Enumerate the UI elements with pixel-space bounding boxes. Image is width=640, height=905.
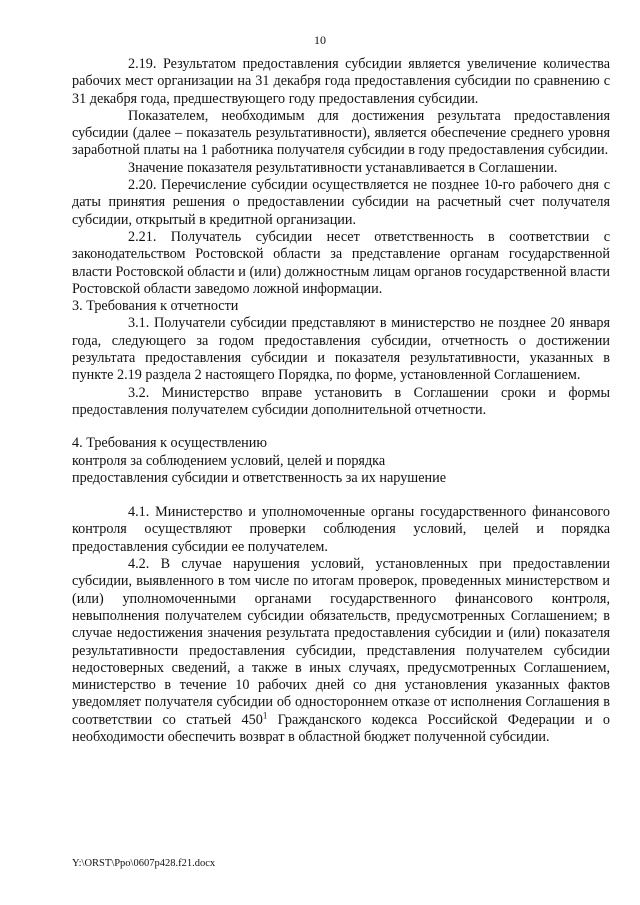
paragraph-4-1: 4.1. Министерство и уполномоченные органы государственного финансового контроля осуществляют проверки соблюдения условий, целей и порядка предоставления субсидии ее получателем. xyxy=(72,504,610,555)
paragraph-3-2: 3.2. Министерство вправе установить в Соглашении сроки и формы предоставления получателем субсидии дополнительной отчетности. xyxy=(72,384,610,418)
paragraph-2-21: 2.21. Получатель субсидии несет ответственность в соответствии с законодательством Ростовской области за представление органам государственной власти Ростовской области и (или) должностным лицам органов государственной власти Ростовской области заведомо ложной информации. xyxy=(72,228,610,297)
paragraph-4-2-text: 4.2. В случае нарушения условий, установленных при предоставлении субсидии, выявленного в том числе по итогам проверок, проведенных министерством и (или) уполномоченными органами государственного финансового контроля, невыполнения получателем субсидии обязательств, предусмотренных Соглашением; в случае недостижения значения результата предоставления субсидии и (или) показателя результативности предоставления субсидии, представления получателем субсидии недостоверных сведений, а также в иных случаях, предусмотренных Соглашением, министерство в течение 10 рабочих дней со дня установления указанных фактов уведомляет получателя субсидии об одностороннем отказе от исполнения Соглашения в соответствии со статьей 450 xyxy=(72,556,610,728)
paragraph-2-19: 2.19. Результатом предоставления субсидии является увеличение количества рабочих мест организации на 31 декабря года предоставления субсидии по сравнению с 31 декабря года, предшествующего году предоставления субсидии. xyxy=(72,56,610,107)
paragraph-indicator: Показателем, необходимым для достижения результата предоставления субсидии (далее – показатель результативности), является обеспечение среднего уровня заработной платы на 1 работника получателя субсидии в году предоставления субсидии. xyxy=(72,107,610,159)
section-4-heading-line-2: контроля за соблюдением условий, целей и порядка xyxy=(72,452,386,469)
paragraph-4-2-text-end: Гражданского кодекса Российской Федерации и о необходимости обеспечить возврат в областной бюджет полученной субсидии. xyxy=(72,711,610,745)
section-3-heading: 3. Требования к отчетности xyxy=(72,298,239,315)
section-4-heading xyxy=(72,435,610,487)
article-superscript: 1 xyxy=(262,709,268,720)
section-4-heading-line-1: 4. Требования к осуществлению xyxy=(72,435,267,452)
paragraph-3-1: 3.1. Получатели субсидии представляют в министерство не позднее 20 января года, следующего за годом предоставления субсидии, отчетность о достижении результата предоставления субсидии и показателя результативности, указанных в пункте 2.19 раздела 2 настоящего Порядка, по форме, установленной Соглашением. xyxy=(72,315,610,384)
footer-file-path: Y:\ORST\Ppo\0607p428.f21.docx xyxy=(72,858,216,869)
paragraph-indicator-value: Значение показателя результативности устанавливается в Соглашении. xyxy=(128,159,558,176)
section-4-heading-line-3: предоставления субсидии и ответственность за их нарушение xyxy=(72,469,447,486)
paragraph-2-20: 2.20. Перечисление субсидии осуществляется не позднее 10-го рабочего дня с даты принятия решения о предоставлении субсидии на расчетный счет получателя субсидии, открытый в кредитной организации. xyxy=(72,177,610,228)
page-number: 10 xyxy=(314,33,326,47)
document-body xyxy=(72,56,610,746)
paragraph-4-2 xyxy=(72,556,610,746)
